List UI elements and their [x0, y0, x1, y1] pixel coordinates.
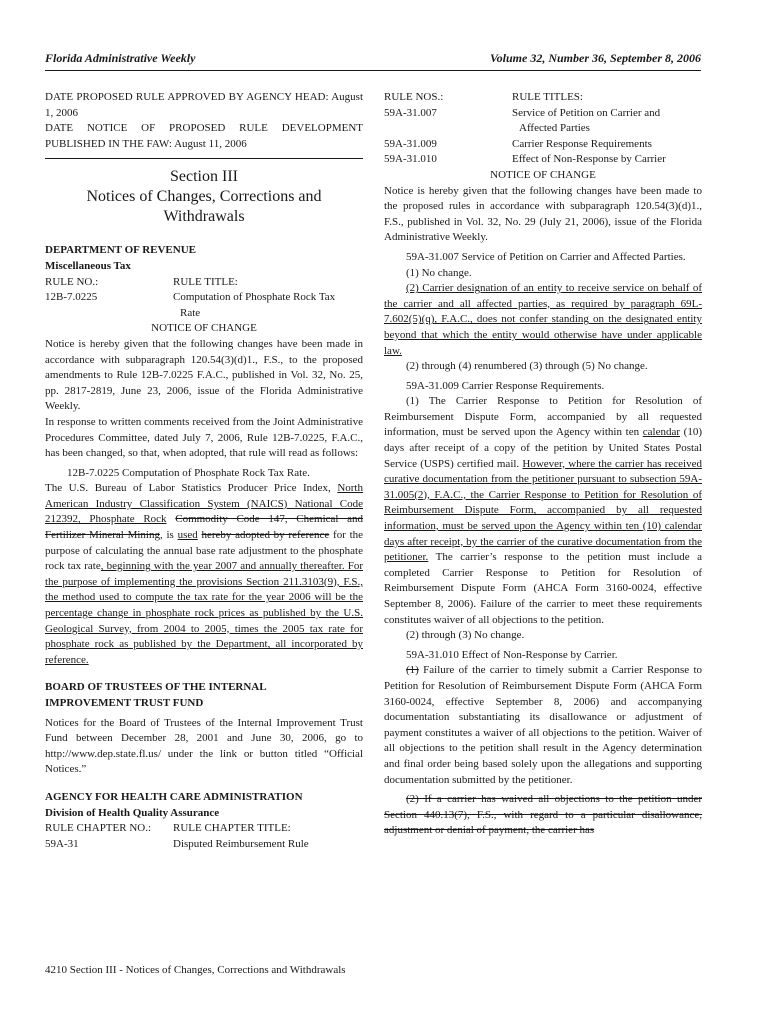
section-title-line: Notices of Changes, Corrections and — [86, 188, 322, 206]
rule-no: 12B-7.0225 — [45, 291, 98, 304]
rule-no: 59A-31.009 — [384, 137, 437, 150]
chapter-title: Disputed Reimbursement Rule — [173, 837, 309, 850]
rule-heading: 59A-31.009 Carrier Response Requirements. — [406, 379, 605, 392]
rule-title: Carrier Response Requirements — [512, 137, 652, 150]
rule-title-cont: Affected Parties — [519, 122, 590, 135]
rule-no: 59A-31.010 — [384, 153, 437, 166]
chapter-info — [45, 821, 363, 852]
rule-heading: 59A-31.010 Effect of Non-Response by Carrier. — [406, 648, 618, 661]
rule-title-label: RULE TITLE: — [173, 275, 238, 288]
rule-subsection: (2) Carrier designation of an entity to receive service on behalf of the carrier and all affected parties, as required by paragraph 69L-7.602(5)(q), F.A.C., does not confer standing on the designated entity beyond that which the entity would otherwise have under applicable law. — [384, 282, 702, 357]
rule-text: The U.S. Bureau of Labor Statistics Producer Price Index, North American Industry Classification System (NAICS) National Code 212392, Phosphate Rock Commodity Code 147, Chemical and Fertilizer Mineral Mining, is used hereby adopted by reference for the purpose of calculating the annual base rate adjustment to the phosphate rock tax rate, beginning with the year 2007 and annually thereafter. For the purpose of implementing the provisions Section 211.3103(9), F.S., the method used to compute the tax rate for the year 2006 will be the percentage change in phosphate rock prices as published by the U.S. Geological Survey, from 2004 to 2005, times the 2005 tax rate for phosphate rock as published by the Department, all incorporated by reference. — [45, 482, 364, 666]
rule-titles-label: RULE TITLES: — [512, 91, 583, 103]
publication-title: Florida Administrative Weekly — [45, 51, 196, 65]
issue-info: Volume 32, Number 36, September 8, 2006 — [489, 51, 701, 65]
rule-title-cont: Rate — [180, 306, 201, 319]
department-heading: DEPARTMENT OF REVENUE — [45, 244, 196, 257]
rule-no: 59A-31.007 — [384, 106, 437, 119]
notice-paragraph: Notice is hereby given that the following changes have been made to the proposed rules in accordance with subparagraph 120.54(3)(d)1., F.S., published in Vol. 32, No. 29 (July 21, 2006), issue of the Florida Administrative Weekly. — [384, 184, 702, 244]
rule-title: Computation of Phosphate Rock Tax — [173, 291, 336, 304]
rule-heading: 12B-7.0225 Computation of Phosphate Rock Tax Rate. — [67, 466, 310, 479]
rule-subsection: (1) The Carrier Response to Petition for Resolution of Reimbursement Dispute Form, accompanied by all requested information, must be served upon the Agency within ten calendar (10) days after receipt of a copy of the petition by United States Postal Service (USPS) certified mail. However, where the carrier has received curative documentation from the petitioner pursuant to subsection 59A-31.005(2), F.A.C., the Carrier Response to Petition for Resolution of Reimbursement Dispute Form, accompanied by all requested information, must be served upon the Agency within ten (10) calendar days after receipt, by the carrier of the curative documentation from the petitioner. The carrier’s response to the petition must include a completed Carrier Response to Petition for Resolution of Reimbursement Dispute Form (AHCA Form 3160-0024, effective September 8, 2006). Failure of the carrier to meet these requirements constitutes waiver of all objections to the petition. — [384, 395, 702, 626]
rule-heading: 59A-31.007 Service of Petition on Carrier and Affected Parties. — [406, 250, 686, 263]
department-heading: BOARD OF TRUSTEES OF THE INTERNAL IMPROVEMENT TRUST FUND — [45, 681, 267, 709]
section-title-line: Section III — [170, 168, 238, 186]
section-title — [45, 167, 363, 227]
rule-subsection-struck: (2) If a carrier has waived all objections to the petition under Section 440.13(7), F.S., with regard to a particular disallowance, adjustment or denial of payment, the carrier has — [384, 793, 702, 837]
rule-no-label: RULE NO.: — [45, 275, 99, 288]
department-heading: AGENCY FOR HEALTH CARE ADMINISTRATION — [45, 790, 303, 803]
intro-published: DATE NOTICE OF PROPOSED RULE DEVELOPMENT PUBLISHED IN THE FAW: August 11, 2006 — [45, 122, 363, 150]
chapter-no: 59A-31 — [45, 837, 79, 850]
intro-approved: DATE PROPOSED RULE APPROVED BY AGENCY HEAD: August 1, 2006 — [45, 91, 363, 119]
rule-subsection: (2) through (4) renumbered (3) through (5) No change. — [406, 360, 648, 373]
division-heading: Division of Health Quality Assurance — [45, 806, 220, 819]
trust-fund-paragraph: Notices for the Board of Trustees of the Internal Improvement Trust Fund between December 28, 2001 and June 30, 2006, go to http://www.dep.state.fl.us/ under the link or button titled “Official Notices.” — [45, 716, 363, 776]
notice-paragraph: Notice is hereby given that the following changes have been made in accordance with subparagraph 120.54(3)(d)1., F.S., to the proposed amendments to Rule 12B-7.0225 F.A.C., published in Vol. 32, No. 25, pp. 2817-2819, June 23, 2006, issue of the Florida Administrative Weekly. — [45, 337, 363, 413]
section-title-line: Withdrawals — [163, 208, 245, 226]
chapter-no-label: RULE CHAPTER NO.: — [45, 822, 152, 835]
left-column — [45, 90, 363, 852]
rule-title: Service of Petition on Carrier and — [512, 106, 661, 119]
notice-heading: NOTICE OF CHANGE — [490, 168, 596, 181]
notice-heading: NOTICE OF CHANGE — [151, 322, 257, 335]
rule-subsection: (1) No change. — [406, 266, 472, 279]
rules-list — [384, 90, 702, 168]
rule-info — [45, 275, 363, 322]
page-header — [45, 50, 701, 71]
page-footer: 4210 Section III - Notices of Changes, Corrections and Withdrawals — [45, 964, 346, 976]
rule-title: Effect of Non-Response by Carrier — [512, 153, 666, 166]
response-paragraph: In response to written comments received from the Joint Administrative Procedures Committee, dated July 7, 2006, Rule 12B-7.0225, F.A.C., has been changed, so that, when adopted, that rule will read as follows: — [45, 415, 363, 460]
divider — [45, 158, 363, 159]
division-heading: Miscellaneous Tax — [45, 259, 131, 272]
rule-subsection: (1) Failure of the carrier to timely submit a Carrier Response to Petition for Resolution of Reimbursement Dispute Form (AHCA Form 3160-0024, effective September 8, 2006) and accompanying documentation substantiating its disallowance or adjustment of payment constitutes a waiver of all objections to the petition. Waiver of all objections to the petition shall result in the Agency determination and final order being based solely upon the allegations and supporting documentation submitted by the petitioner. — [384, 664, 702, 786]
rule-nos-label: RULE NOS.: — [384, 91, 444, 103]
rule-subsection: (2) through (3) No change. — [406, 629, 525, 642]
chapter-title-label: RULE CHAPTER TITLE: — [173, 822, 291, 835]
right-column — [384, 90, 702, 839]
